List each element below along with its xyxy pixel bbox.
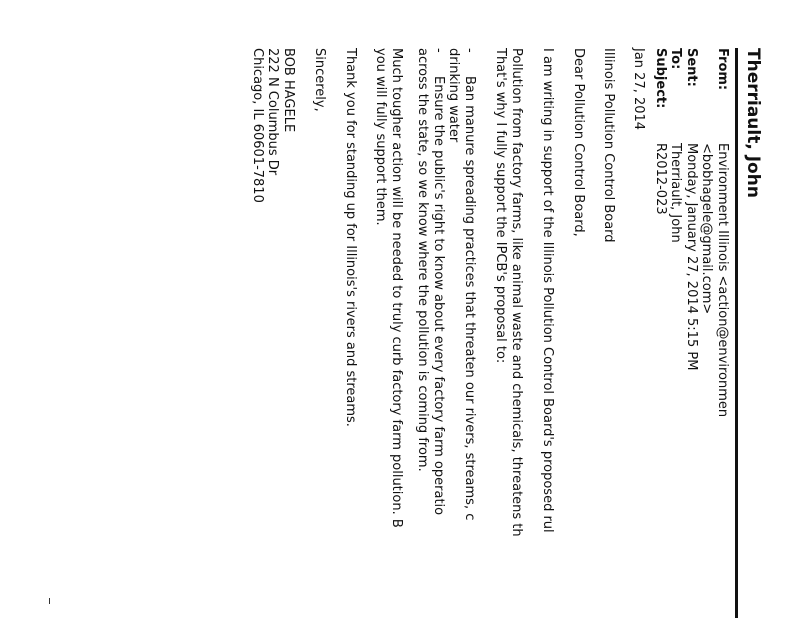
paragraph-2-line-2: That's why I fully support the IPCB's proposal to: xyxy=(493,48,509,364)
sent-value: Monday, January 27, 2014 5:15 PM xyxy=(684,143,699,371)
to-label: To: xyxy=(668,48,684,70)
letter-recipient: Illinois Pollution Control Board xyxy=(601,48,616,243)
paragraph-1: I am writing in support of the Illinois Pollution Control Board's proposed rul xyxy=(540,48,555,533)
bullet-2-line-2: across the state, so we know where the pollution is coming from. xyxy=(415,48,431,472)
sender-name: Therriault, John xyxy=(743,48,763,198)
signature-name: BOB HAGELE xyxy=(281,48,296,133)
letter-salutation: Dear Pollution Control Board, xyxy=(571,48,586,237)
paragraph-3-line-2: you will fully support them. xyxy=(373,48,389,226)
to-value: Therriault, John xyxy=(668,143,684,243)
bullet-1-line-2: drinking water xyxy=(446,48,462,143)
subject-row xyxy=(653,48,669,417)
signature-city: Chicago, IL 60601-7810 xyxy=(250,48,265,203)
paragraph-2 xyxy=(493,48,524,537)
from-value: Environment Illinois <action@environmen xyxy=(715,143,730,418)
signature-block xyxy=(250,48,297,203)
from-row-2 xyxy=(699,48,715,417)
paragraph-4: Thank you for standing up for Illinois's rivers and streams. xyxy=(343,48,358,427)
bullet-1-line-1: Ban manure spreading practices that threaten our rivers, streams, c xyxy=(462,76,477,521)
bullet-2 xyxy=(415,48,446,515)
from-label: From: xyxy=(715,48,730,91)
header-rule xyxy=(735,48,738,618)
bullet-1-dash: - xyxy=(462,48,477,53)
paragraph-2-line-1: Pollution from factory farms, like animal waste and chemicals, threatens th xyxy=(509,48,524,537)
letter-closing: Sincerely, xyxy=(312,48,327,112)
bullet-2-line-1: Ensure the public's right to know about every factory farm operatio xyxy=(431,76,446,516)
sent-label: Sent: xyxy=(684,48,699,87)
subject-label: Subject: xyxy=(653,48,668,109)
letter-date: Jan 27, 2014 xyxy=(631,48,646,131)
sent-row xyxy=(684,48,700,417)
signature-street: 222 N Columbus Dr xyxy=(265,48,281,176)
paragraph-3-line-1: Much tougher action will be needed to truly curb factory farm pollution. B xyxy=(389,48,404,528)
to-row xyxy=(668,48,684,417)
page-mark xyxy=(49,598,50,604)
paragraph-3 xyxy=(373,48,404,528)
from-row xyxy=(715,48,731,417)
from-value-2: <bobhagele@gmail.com> xyxy=(699,143,715,315)
bullet-1 xyxy=(446,48,477,520)
email-header xyxy=(653,48,731,417)
bullet-2-dash: - xyxy=(431,48,446,53)
subject-value: R2012-023 xyxy=(653,143,668,215)
email-printout xyxy=(20,20,763,618)
